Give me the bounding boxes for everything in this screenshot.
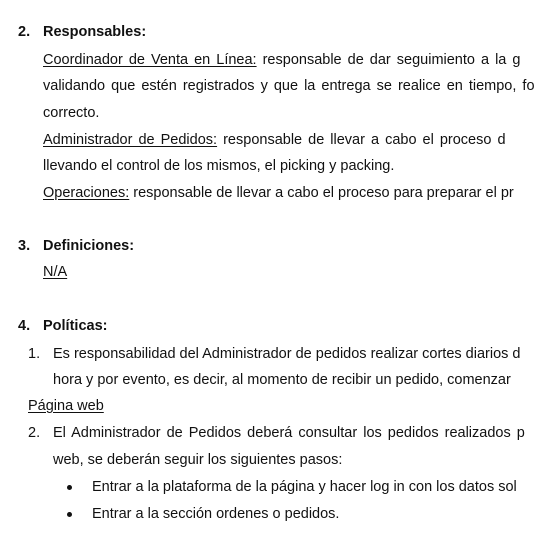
- role-operaciones-text: responsable de llevar a cabo el proceso para preparar el pr: [129, 185, 514, 201]
- role-coordinador-term: Coordinador de Venta en Línea:: [43, 52, 257, 68]
- section-2-title: Responsables:: [43, 24, 147, 40]
- bullet-item-2: Entrar a la sección ordenes o pedidos.: [92, 506, 340, 522]
- policy-2-line-2: web, se deberán seguir los siguientes pasos:: [53, 452, 343, 468]
- section-3-number: 3.: [18, 238, 31, 254]
- pagina-web-subheading: Página web: [28, 398, 104, 414]
- bullet-item-1: Entrar a la plataforma de la página y hacer log in con los datos sol: [92, 479, 517, 495]
- section-3-title: Definiciones:: [43, 238, 135, 254]
- role-administrador-line-1: [43, 131, 506, 149]
- policy-2-number: 2.: [28, 425, 41, 441]
- section-4-title: Políticas:: [43, 318, 108, 334]
- role-operaciones-line-1: [43, 184, 514, 202]
- section-4-number: 4.: [18, 318, 31, 334]
- bullet-dot-2: [67, 512, 72, 517]
- role-coordinador-text: responsable de dar seguimiento a la g: [256, 52, 521, 68]
- definitions-value: N/A: [43, 264, 68, 280]
- policy-1-line-2: hora y por evento, es decir, al momento de recibir un pedido, comenzar: [53, 372, 511, 388]
- section-2-number: 2.: [18, 24, 31, 40]
- bullet-dot-1: [67, 485, 72, 490]
- role-operaciones-term: Operaciones:: [43, 185, 130, 201]
- role-coordinador-line-3: correcto.: [43, 105, 100, 121]
- policy-1-line-1: Es responsabilidad del Administrador de pedidos realizar cortes diarios d: [53, 346, 521, 362]
- role-administrador-text: responsable de llevar a cabo el proceso d: [217, 132, 506, 148]
- policy-2-line-1: El Administrador de Pedidos deberá consultar los pedidos realizados p: [53, 425, 525, 441]
- role-administrador-term: Administrador de Pedidos:: [43, 132, 218, 148]
- role-administrador-line-2: llevando el control de los mismos, el picking y packing.: [43, 158, 395, 174]
- policy-1-number: 1.: [28, 346, 41, 362]
- role-coordinador-line-1: [43, 51, 520, 69]
- role-coordinador-line-2: validando que estén registrados y que la entrega se realice en tiempo, fo: [43, 78, 535, 94]
